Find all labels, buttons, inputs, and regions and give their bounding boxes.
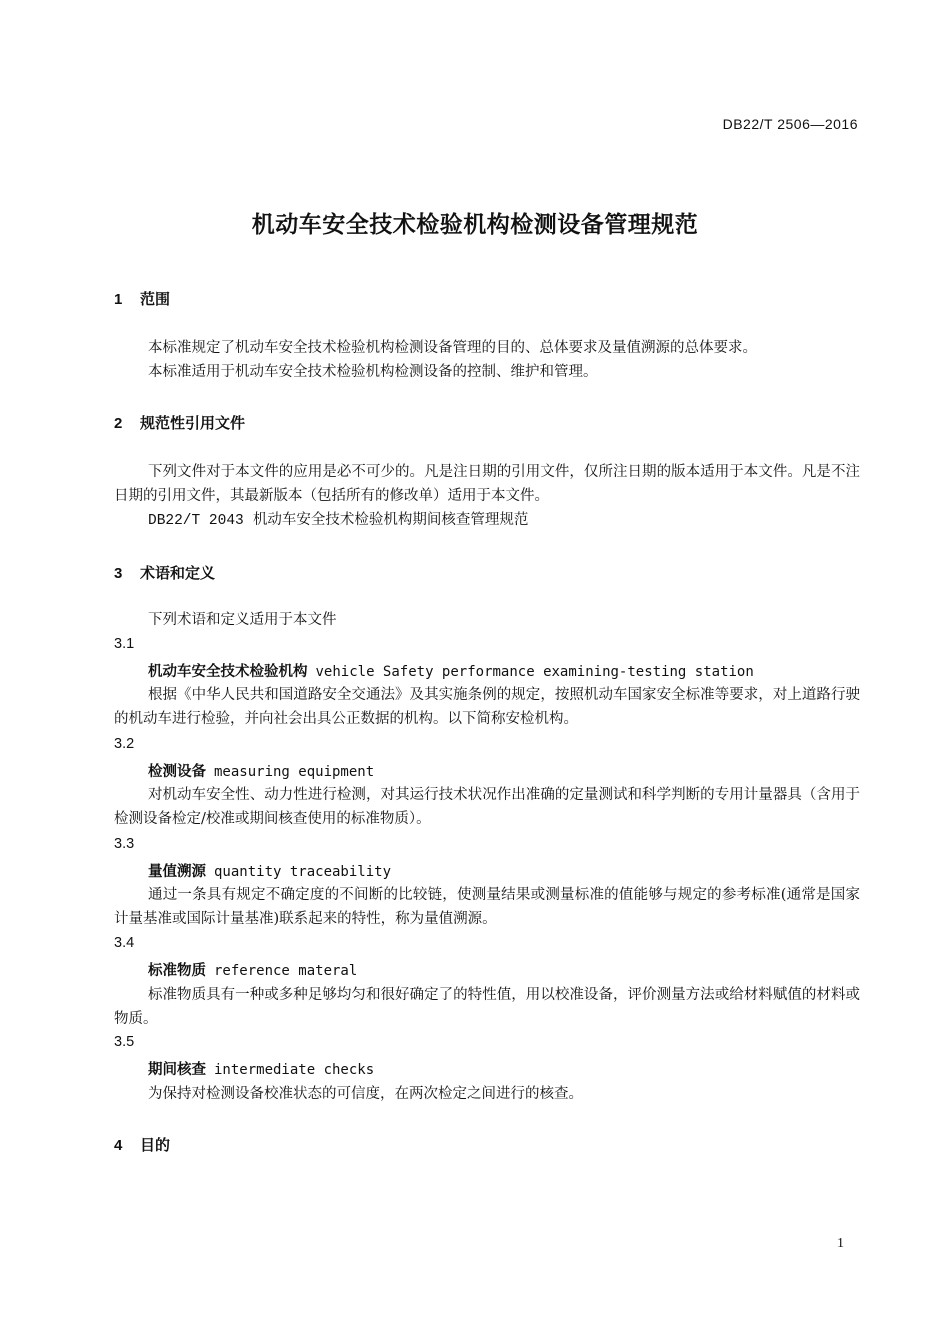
reference-entry	[114, 508, 860, 533]
term-heading	[148, 860, 391, 881]
section-2-heading	[114, 412, 245, 433]
term-number: 3.4	[114, 935, 135, 951]
standard-code: DB22/T 2506—2016	[722, 116, 858, 132]
term-number: 3.3	[114, 836, 135, 852]
section-number: 1	[114, 291, 123, 308]
term-number: 3.2	[114, 736, 135, 752]
term-english: reference materal	[214, 963, 358, 979]
term-definition: 通过一条具有规定不确定度的不间断的比较链，使测量结果或测量标准的值能够与规定的参考标准(通常是国家计量基准或国际计量基准)联系起来的特性，称为量值溯源。	[114, 887, 860, 927]
section-title: 术语和定义	[140, 564, 216, 582]
term-english: quantity traceability	[214, 864, 392, 880]
section-title: 范围	[140, 290, 171, 308]
section-number: 2	[114, 415, 123, 432]
term-number: 3.5	[114, 1034, 135, 1050]
section-number: 3	[114, 565, 123, 582]
term-english: intermediate checks	[214, 1062, 375, 1078]
terms-intro: 下列术语和定义适用于本文件	[148, 612, 337, 628]
term-definition: 根据《中华人民共和国道路安全交通法》及其实施条例的规定，按照机动车国家安全标准等要求，对上道路行驶的机动车进行检验，并向社会出具公正数据的机构。以下简称安检机构。	[114, 687, 860, 727]
section-3-heading	[114, 562, 215, 583]
term-definition: 对机动车安全性、动力性进行检测，对其运行技术状况作出准确的定量测试和科学判断的专用计量器具（含用于检测设备检定/校准或期间核查使用的标准物质）。	[114, 787, 860, 827]
document-title: 机动车安全技术检验机构检测设备管理规范	[251, 212, 699, 238]
scope-paragraph-1: 本标准规定了机动车安全技术检验机构检测设备管理的目的、总体要求及量值溯源的总体要求。	[148, 340, 757, 356]
term-chinese: 期间核查	[148, 1062, 206, 1078]
term-chinese: 量值溯源	[148, 864, 206, 880]
term-chinese: 检测设备	[148, 764, 206, 780]
term-heading	[148, 760, 374, 781]
reference-code: DB22/T 2043	[148, 513, 244, 529]
section-number: 4	[114, 1137, 123, 1154]
term-heading	[148, 660, 754, 681]
term-definition: 标准物质具有一种或多种足够均匀和很好确定了的特性值，用以校准设备，评价测量方法或给材料赋值的材料或物质。	[114, 987, 860, 1027]
term-definition: 为保持对检测设备校准状态的可信度，在两次检定之间进行的核查。	[148, 1086, 583, 1102]
scope-paragraph-2: 本标准适用于机动车安全技术检验机构检测设备的控制、维护和管理。	[148, 364, 598, 380]
section-title: 规范性引用文件	[140, 414, 246, 432]
term-heading	[148, 1058, 374, 1079]
term-chinese: 标准物质	[148, 963, 206, 979]
section-title: 目的	[140, 1136, 171, 1154]
section-4-heading	[114, 1134, 170, 1155]
term-number: 3.1	[114, 636, 135, 652]
term-english: vehicle Safety performance examining-testing station	[315, 664, 754, 680]
page-number: 1	[837, 1236, 844, 1251]
section-1-heading	[114, 288, 170, 309]
term-chinese: 机动车安全技术检验机构	[148, 664, 308, 680]
normative-references-paragraph: 下列文件对于本文件的应用是必不可少的。凡是注日期的引用文件，仅所注日期的版本适用于本文件。凡是不注日期的引用文件，其最新版本（包括所有的修改单）适用于本文件。	[114, 464, 860, 504]
reference-title: 机动车安全技术检验机构期间核查管理规范	[252, 512, 529, 528]
term-heading	[148, 959, 357, 980]
term-english: measuring equipment	[214, 764, 375, 780]
